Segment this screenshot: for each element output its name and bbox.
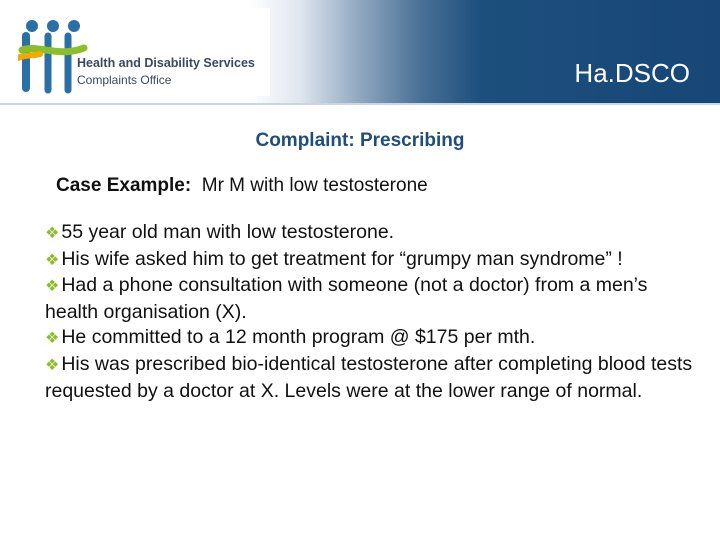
list-item: ❖ His was prescribed bio-identical testosterone after completing blood tests requested by a doctor at X. Levels were at the lower range of normal. (45, 352, 693, 402)
bullet-icon: ❖ (45, 330, 60, 348)
bullet-icon: ❖ (45, 278, 60, 296)
org-name: Health and Disability Services (77, 56, 255, 70)
header-divider (0, 103, 720, 105)
list-item: ❖ He committed to a 12 month program @ $175 per mth. (45, 326, 536, 349)
case-label: Case Example: (56, 175, 192, 196)
case-text: Mr M with low testosterone (201, 175, 428, 196)
slide-title: Complaint: Prescribing (255, 130, 465, 151)
org-subtitle: Complaints Office (77, 73, 172, 87)
bullet-icon: ❖ (45, 356, 60, 374)
bullet-icon: ❖ (45, 251, 60, 269)
list-item: ❖ 55 year old man with low testosterone. (45, 221, 395, 243)
logo (8, 8, 270, 96)
brand-acronym: Ha.DSCO (574, 58, 690, 88)
bullet-icon: ❖ (45, 225, 60, 242)
list-item: ❖ His wife asked him to get treatment for “grumpy man syndrome” ! (45, 247, 623, 270)
bullet-list (45, 220, 695, 404)
list-item: ❖ Had a phone consultation with someone (not a doctor) from a men’s health organisation (X). (45, 274, 648, 323)
case-example-line (56, 175, 428, 197)
